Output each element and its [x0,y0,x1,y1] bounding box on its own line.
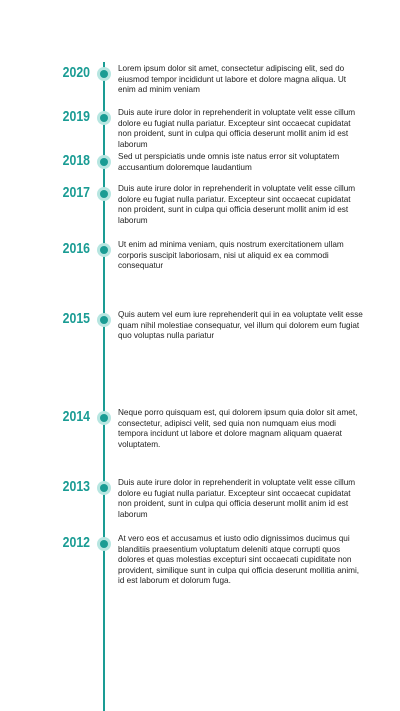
entry-description: Quis autem vel eum iure reprehenderit qui in ea voluptate velit esse quam nihil molestiae consequatur, vel illum qui dolorem eum fugiat quo voluptas nulla pariatur [118,310,363,340]
entry-description: Sed ut perspiciatis unde omnis iste natus error sit voluptatem accusantium doloremque laudantium [118,152,340,172]
entry-description: Lorem ipsum dolor sit amet, consectetur adipiscing elit, sed do eiusmod tempor incididunt ut labore et dolore magna aliqua. Ut enim ad minim veniam [118,64,347,94]
timeline-marker-icon [97,411,111,425]
timeline-marker-icon [97,67,111,81]
timeline-marker-icon [97,187,111,201]
timeline-marker-icon [97,481,111,495]
year-label: 2018 [62,152,90,169]
timeline-marker-icon [97,313,111,327]
year-label: 2020 [62,64,90,81]
year-label: 2012 [62,534,90,551]
entry-description: Duis aute irure dolor in reprehenderit in voluptate velit esse cillum dolore eu fugiat nulla pariatur. Excepteur sint occaecat cupidatat non proident, sunt in culpa qui officia deserunt mollit anim id est laborum [118,478,356,519]
entry-description: Duis aute irure dolor in reprehenderit in voluptate velit esse cillum dolore eu fugiat nulla pariatur. Excepteur sint occaecat cupidatat non proident, sunt in culpa qui officia deserunt mollit anim id est laborum [118,184,356,225]
year-label: 2016 [62,240,90,257]
timeline-marker-icon [97,537,111,551]
timeline-marker-icon [97,243,111,257]
year-label: 2019 [62,108,90,125]
entry-description: Neque porro quisquam est, qui dolorem ipsum quia dolor sit amet, consectetur, adipisci velit, sed quia non numquam eius modi tempora incidunt ut labore et dolore magnam aliquam quaerat voluptatem. [118,408,358,449]
entry-description: Duis aute irure dolor in reprehenderit in voluptate velit esse cillum dolore eu fugiat nulla pariatur. Excepteur sint occaecat cupidatat non proident, sunt in culpa qui officia deserunt mollit anim id est laborum [118,108,356,149]
year-label: 2014 [62,408,90,425]
year-label: 2015 [62,310,90,327]
year-label: 2013 [62,478,90,495]
entry-description: At vero eos et accusamus et iusto odio dignissimos ducimus qui blanditiis praesentium voluptatum deleniti atque corrupti quos dolores et quas molestias excepturi sint occaecati cupiditate non provident, similique sunt in culpa qui officia deserunt mollitia animi, id est laborum et dolorum fuga. [118,534,360,585]
timeline-marker-icon [97,155,111,169]
entry-description: Ut enim ad minima veniam, quis nostrum exercitationem ullam corporis suscipit laboriosam, nisi ut aliquid ex ea commodi consequatur [118,240,344,270]
timeline-marker-icon [97,111,111,125]
year-label: 2017 [62,184,90,201]
